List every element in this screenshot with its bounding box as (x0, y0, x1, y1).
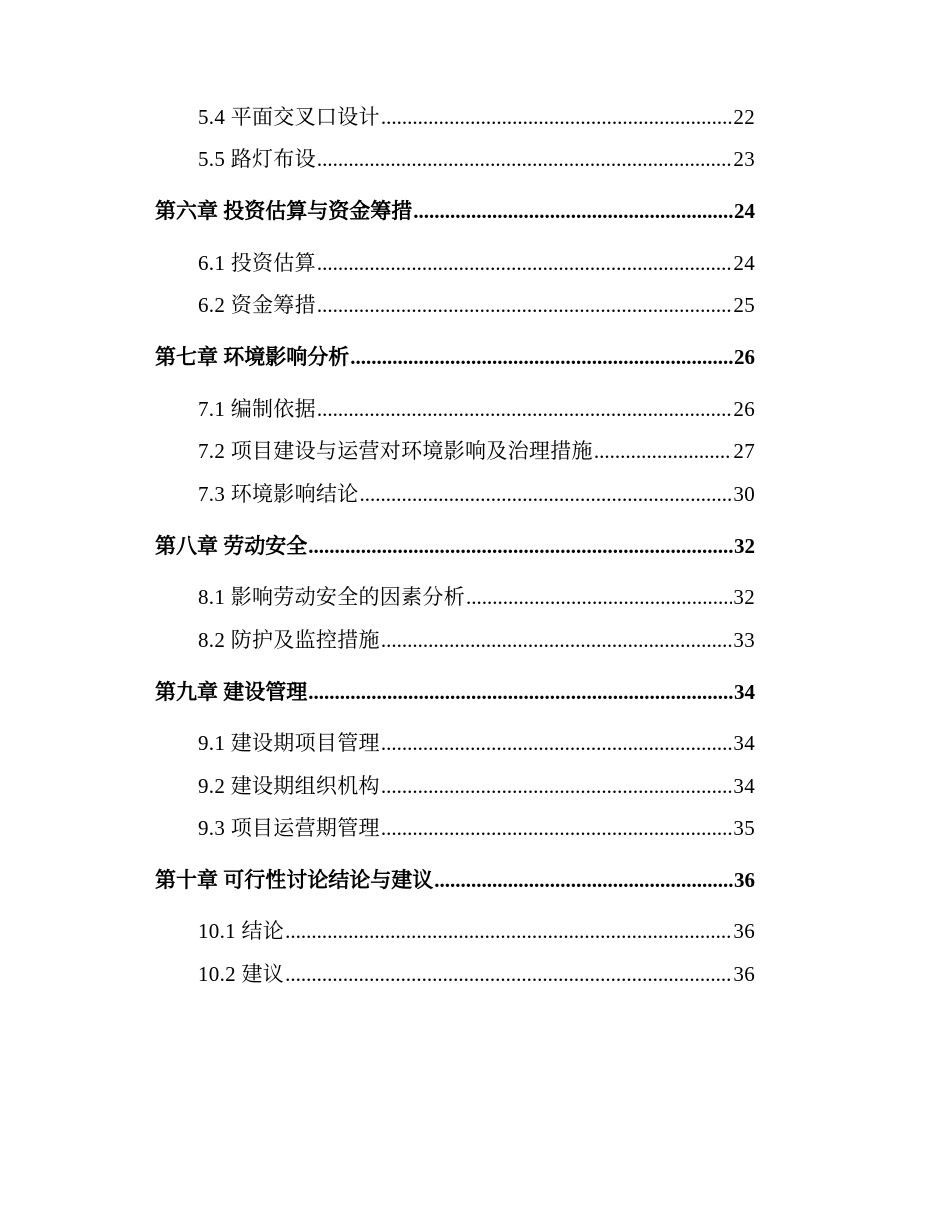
toc-entry-7-2[interactable] (198, 436, 755, 466)
toc-chapter-page: 26 (734, 345, 755, 369)
toc-chapter-9[interactable] (155, 677, 755, 707)
toc-entry-8-2[interactable] (198, 625, 755, 655)
toc-entry-page: 33 (733, 628, 755, 652)
toc-entry-page: 30 (733, 482, 755, 506)
toc-leader-dots (317, 394, 732, 424)
toc-entry-title: 7.2 项目建设与运营对环境影响及治理措施 (198, 439, 593, 463)
toc-chapter-title: 第七章 环境影响分析 (155, 345, 350, 369)
toc-entry-title: 7.3 环境影响结论 (198, 482, 359, 506)
toc-leader-dots (317, 248, 732, 278)
toc-entry-7-1[interactable] (198, 394, 755, 424)
toc-entry-6-1[interactable] (198, 248, 755, 278)
toc-entry-6-2[interactable] (198, 290, 755, 320)
toc-chapter-title: 第九章 建设管理 (155, 680, 308, 704)
toc-entry-10-1[interactable] (198, 916, 755, 946)
toc-leader-dots (308, 531, 733, 561)
toc-chapter-7[interactable] (155, 342, 755, 372)
toc-leader-dots (308, 677, 733, 707)
toc-entry-page: 22 (733, 105, 755, 129)
toc-entry-10-2[interactable] (198, 959, 755, 989)
toc-entry-title: 7.1 编制依据 (198, 397, 316, 421)
toc-entry-title: 9.2 建设期组织机构 (198, 774, 380, 798)
toc-entry-title: 6.1 投资估算 (198, 251, 316, 275)
toc-entry-9-3[interactable] (198, 813, 755, 843)
toc-entry-5-5[interactable] (198, 144, 755, 174)
toc-leader-dots (360, 479, 733, 509)
toc-entry-page: 35 (733, 816, 755, 840)
toc-chapter-10[interactable] (155, 865, 755, 895)
toc-leader-dots (434, 865, 733, 895)
toc-entry-8-1[interactable] (198, 582, 755, 612)
toc-chapter-title: 第六章 投资估算与资金筹措 (155, 199, 413, 223)
toc-chapter-page: 24 (734, 199, 755, 223)
toc-entry-title: 10.2 建议 (198, 962, 285, 986)
toc-leader-dots (317, 144, 732, 174)
toc-leader-dots (381, 728, 733, 758)
toc-entry-title: 8.1 影响劳动安全的因素分析 (198, 585, 465, 609)
toc-leader-dots (466, 582, 732, 612)
toc-leader-dots (317, 290, 732, 320)
toc-leader-dots (285, 959, 732, 989)
toc-chapter-page: 36 (734, 868, 755, 892)
toc-leader-dots (594, 436, 733, 466)
toc-leader-dots (381, 102, 733, 132)
toc-entry-5-4[interactable] (198, 102, 755, 132)
toc-chapter-title: 第八章 劳动安全 (155, 534, 308, 558)
toc-entry-title: 5.4 平面交叉口设计 (198, 105, 380, 129)
toc-entry-page: 34 (733, 731, 755, 755)
toc-leader-dots (381, 813, 733, 843)
toc-chapter-page: 34 (734, 680, 755, 704)
toc-entry-page: 25 (733, 293, 755, 317)
toc-leader-dots (350, 342, 733, 372)
toc-entry-page: 36 (733, 919, 755, 943)
toc-entry-page: 27 (733, 439, 755, 463)
toc-entry-title: 9.3 项目运营期管理 (198, 816, 380, 840)
toc-chapter-page: 32 (734, 534, 755, 558)
toc-chapter-title: 第十章 可行性讨论结论与建议 (155, 868, 434, 892)
toc-entry-title: 6.2 资金筹措 (198, 293, 316, 317)
toc-entry-page: 24 (733, 251, 755, 275)
toc-entry-7-3[interactable] (198, 479, 755, 509)
toc-chapter-6[interactable] (155, 196, 755, 226)
toc-leader-dots (413, 196, 733, 226)
toc-leader-dots (285, 916, 732, 946)
toc-entry-title: 8.2 防护及监控措施 (198, 628, 380, 652)
toc-entry-page: 26 (733, 397, 755, 421)
toc-entry-title: 5.5 路灯布设 (198, 147, 316, 171)
toc-entry-title: 9.1 建设期项目管理 (198, 731, 380, 755)
toc-entry-page: 36 (733, 962, 755, 986)
toc-entry-9-2[interactable] (198, 771, 755, 801)
toc-leader-dots (381, 625, 733, 655)
toc-entry-page: 23 (733, 147, 755, 171)
toc-chapter-8[interactable] (155, 531, 755, 561)
toc-leader-dots (381, 771, 733, 801)
toc-entry-9-1[interactable] (198, 728, 755, 758)
toc-entry-page: 34 (733, 774, 755, 798)
toc-entry-page: 32 (733, 585, 755, 609)
toc-entry-title: 10.1 结论 (198, 919, 285, 943)
